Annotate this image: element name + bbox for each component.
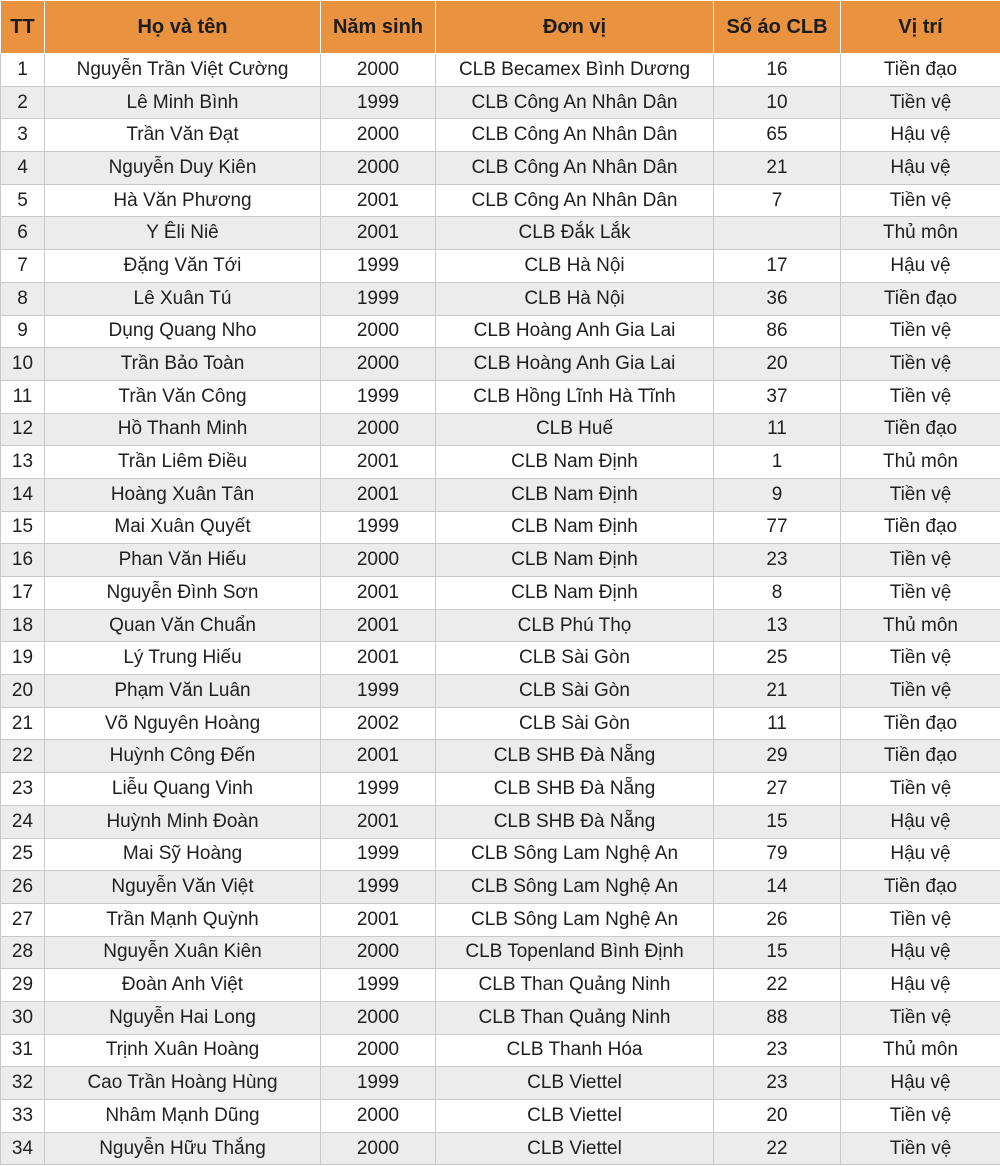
cell-position: Tiền vệ xyxy=(841,903,1000,936)
table-row xyxy=(1,1100,1000,1133)
cell-tt: 13 xyxy=(1,446,45,479)
cell-tt: 18 xyxy=(1,609,45,642)
cell-year: 1999 xyxy=(321,871,436,904)
cell-name: Liễu Quang Vinh xyxy=(45,773,321,806)
cell-name: Đoàn Anh Việt xyxy=(45,969,321,1002)
table-row xyxy=(1,152,1000,185)
cell-tt: 20 xyxy=(1,675,45,708)
cell-number: 11 xyxy=(714,707,841,740)
cell-tt: 25 xyxy=(1,838,45,871)
cell-year: 2000 xyxy=(321,54,436,87)
cell-club: CLB Phú Thọ xyxy=(436,609,714,642)
cell-tt: 1 xyxy=(1,54,45,87)
table-row xyxy=(1,315,1000,348)
cell-position: Thủ môn xyxy=(841,217,1000,250)
cell-name: Hà Văn Phương xyxy=(45,184,321,217)
table-row xyxy=(1,871,1000,904)
cell-tt: 6 xyxy=(1,217,45,250)
cell-position: Hậu vệ xyxy=(841,250,1000,283)
cell-name: Y Êli Niê xyxy=(45,217,321,250)
cell-position: Tiền vệ xyxy=(841,86,1000,119)
cell-tt: 19 xyxy=(1,642,45,675)
table-body xyxy=(1,54,1000,1165)
cell-tt: 7 xyxy=(1,250,45,283)
cell-year: 1999 xyxy=(321,86,436,119)
cell-name: Trịnh Xuân Hoàng xyxy=(45,1034,321,1067)
cell-number: 23 xyxy=(714,544,841,577)
table-row xyxy=(1,1001,1000,1034)
cell-position: Tiền vệ xyxy=(841,478,1000,511)
cell-position: Tiền vệ xyxy=(841,184,1000,217)
cell-number: 23 xyxy=(714,1067,841,1100)
cell-number: 21 xyxy=(714,152,841,185)
cell-number: 27 xyxy=(714,773,841,806)
cell-name: Lê Xuân Tú xyxy=(45,282,321,315)
cell-tt: 27 xyxy=(1,903,45,936)
cell-club: CLB Huế xyxy=(436,413,714,446)
cell-position: Thủ môn xyxy=(841,446,1000,479)
cell-number: 20 xyxy=(714,348,841,381)
cell-year: 2002 xyxy=(321,707,436,740)
cell-club: CLB Sông Lam Nghệ An xyxy=(436,838,714,871)
table-row xyxy=(1,609,1000,642)
cell-tt: 22 xyxy=(1,740,45,773)
table-row xyxy=(1,86,1000,119)
cell-name: Hoàng Xuân Tân xyxy=(45,478,321,511)
cell-year: 2000 xyxy=(321,152,436,185)
cell-year: 2001 xyxy=(321,903,436,936)
cell-position: Thủ môn xyxy=(841,1034,1000,1067)
cell-tt: 3 xyxy=(1,119,45,152)
table-row xyxy=(1,184,1000,217)
cell-position: Tiền vệ xyxy=(841,1132,1000,1165)
cell-year: 1999 xyxy=(321,511,436,544)
cell-year: 2001 xyxy=(321,805,436,838)
cell-club: CLB Sông Lam Nghệ An xyxy=(436,871,714,904)
cell-name: Nguyễn Hai Long xyxy=(45,1001,321,1034)
cell-club: CLB SHB Đà Nẵng xyxy=(436,740,714,773)
cell-name: Hồ Thanh Minh xyxy=(45,413,321,446)
cell-year: 2000 xyxy=(321,413,436,446)
table-row xyxy=(1,675,1000,708)
cell-club: CLB SHB Đà Nẵng xyxy=(436,805,714,838)
cell-number: 9 xyxy=(714,478,841,511)
cell-number: 65 xyxy=(714,119,841,152)
cell-year: 2001 xyxy=(321,478,436,511)
cell-tt: 33 xyxy=(1,1100,45,1133)
cell-tt: 30 xyxy=(1,1001,45,1034)
cell-name: Đặng Văn Tới xyxy=(45,250,321,283)
cell-position: Tiền đạo xyxy=(841,511,1000,544)
cell-position: Thủ môn xyxy=(841,609,1000,642)
cell-year: 2000 xyxy=(321,1001,436,1034)
cell-year: 2001 xyxy=(321,740,436,773)
cell-name: Lê Minh Bình xyxy=(45,86,321,119)
cell-position: Tiền vệ xyxy=(841,1100,1000,1133)
cell-year: 2000 xyxy=(321,119,436,152)
cell-position: Hậu vệ xyxy=(841,805,1000,838)
table-row xyxy=(1,217,1000,250)
table-row xyxy=(1,642,1000,675)
cell-position: Tiền vệ xyxy=(841,348,1000,381)
cell-club: CLB Thanh Hóa xyxy=(436,1034,714,1067)
cell-year: 1999 xyxy=(321,675,436,708)
cell-club: CLB Nam Định xyxy=(436,446,714,479)
cell-tt: 12 xyxy=(1,413,45,446)
header-row xyxy=(1,1,1000,54)
table-row xyxy=(1,1067,1000,1100)
cell-number: 11 xyxy=(714,413,841,446)
cell-year: 2001 xyxy=(321,642,436,675)
cell-club: CLB SHB Đà Nẵng xyxy=(436,773,714,806)
cell-tt: 24 xyxy=(1,805,45,838)
cell-club: CLB Công An Nhân Dân xyxy=(436,152,714,185)
cell-club: CLB Nam Định xyxy=(436,511,714,544)
cell-club: CLB Viettel xyxy=(436,1100,714,1133)
cell-number: 21 xyxy=(714,675,841,708)
cell-number: 29 xyxy=(714,740,841,773)
cell-tt: 9 xyxy=(1,315,45,348)
cell-number: 10 xyxy=(714,86,841,119)
cell-club: CLB Hà Nội xyxy=(436,250,714,283)
table-row xyxy=(1,250,1000,283)
cell-club: CLB Sông Lam Nghệ An xyxy=(436,903,714,936)
cell-number xyxy=(714,217,841,250)
table-row xyxy=(1,348,1000,381)
cell-number: 15 xyxy=(714,936,841,969)
cell-position: Tiền vệ xyxy=(841,773,1000,806)
table-row xyxy=(1,838,1000,871)
cell-number: 26 xyxy=(714,903,841,936)
cell-name: Trần Bảo Toàn xyxy=(45,348,321,381)
cell-club: CLB Viettel xyxy=(436,1132,714,1165)
cell-number: 22 xyxy=(714,969,841,1002)
cell-club: CLB Công An Nhân Dân xyxy=(436,86,714,119)
cell-year: 2001 xyxy=(321,184,436,217)
cell-tt: 32 xyxy=(1,1067,45,1100)
cell-tt: 17 xyxy=(1,577,45,610)
cell-number: 20 xyxy=(714,1100,841,1133)
table-row xyxy=(1,478,1000,511)
table-row xyxy=(1,903,1000,936)
header-tt: TT xyxy=(1,1,45,54)
cell-club: CLB Becamex Bình Dương xyxy=(436,54,714,87)
cell-year: 1999 xyxy=(321,773,436,806)
cell-number: 36 xyxy=(714,282,841,315)
cell-name: Huỳnh Minh Đoàn xyxy=(45,805,321,838)
cell-position: Tiền vệ xyxy=(841,1001,1000,1034)
cell-number: 7 xyxy=(714,184,841,217)
cell-number: 88 xyxy=(714,1001,841,1034)
cell-tt: 2 xyxy=(1,86,45,119)
cell-name: Mai Xuân Quyết xyxy=(45,511,321,544)
cell-club: CLB Than Quảng Ninh xyxy=(436,969,714,1002)
cell-name: Trần Văn Đạt xyxy=(45,119,321,152)
cell-name: Cao Trần Hoàng Hùng xyxy=(45,1067,321,1100)
cell-position: Hậu vệ xyxy=(841,936,1000,969)
table-row xyxy=(1,773,1000,806)
cell-club: CLB Nam Định xyxy=(436,544,714,577)
cell-year: 2000 xyxy=(321,936,436,969)
table-header xyxy=(1,1,1000,54)
cell-number: 37 xyxy=(714,380,841,413)
cell-year: 2001 xyxy=(321,609,436,642)
cell-club: CLB Viettel xyxy=(436,1067,714,1100)
cell-year: 2000 xyxy=(321,544,436,577)
header-number: Số áo CLB xyxy=(714,1,841,54)
cell-tt: 23 xyxy=(1,773,45,806)
table-row xyxy=(1,544,1000,577)
cell-number: 8 xyxy=(714,577,841,610)
cell-number: 13 xyxy=(714,609,841,642)
cell-position: Tiền đạo xyxy=(841,54,1000,87)
cell-name: Mai Sỹ Hoàng xyxy=(45,838,321,871)
cell-name: Trần Liêm Điều xyxy=(45,446,321,479)
cell-club: CLB Nam Định xyxy=(436,577,714,610)
cell-name: Nhâm Mạnh Dũng xyxy=(45,1100,321,1133)
cell-name: Võ Nguyên Hoàng xyxy=(45,707,321,740)
cell-tt: 5 xyxy=(1,184,45,217)
cell-name: Lý Trung Hiếu xyxy=(45,642,321,675)
cell-name: Nguyễn Trần Việt Cường xyxy=(45,54,321,87)
cell-number: 86 xyxy=(714,315,841,348)
cell-name: Phạm Văn Luân xyxy=(45,675,321,708)
cell-position: Hậu vệ xyxy=(841,152,1000,185)
cell-year: 2000 xyxy=(321,348,436,381)
cell-position: Tiền vệ xyxy=(841,577,1000,610)
cell-name: Nguyễn Đình Sơn xyxy=(45,577,321,610)
cell-number: 22 xyxy=(714,1132,841,1165)
cell-position: Tiền đạo xyxy=(841,871,1000,904)
cell-name: Nguyễn Văn Việt xyxy=(45,871,321,904)
cell-number: 79 xyxy=(714,838,841,871)
cell-club: CLB Sài Gòn xyxy=(436,642,714,675)
table-row xyxy=(1,969,1000,1002)
cell-club: CLB Nam Định xyxy=(436,478,714,511)
cell-tt: 8 xyxy=(1,282,45,315)
cell-tt: 11 xyxy=(1,380,45,413)
cell-position: Tiền vệ xyxy=(841,315,1000,348)
cell-year: 1999 xyxy=(321,282,436,315)
cell-tt: 26 xyxy=(1,871,45,904)
cell-position: Hậu vệ xyxy=(841,119,1000,152)
table-row xyxy=(1,380,1000,413)
cell-club: CLB Sài Gòn xyxy=(436,707,714,740)
cell-year: 1999 xyxy=(321,380,436,413)
cell-year: 1999 xyxy=(321,969,436,1002)
cell-name: Trần Văn Công xyxy=(45,380,321,413)
cell-name: Nguyễn Hữu Thắng xyxy=(45,1132,321,1165)
cell-year: 1999 xyxy=(321,250,436,283)
cell-tt: 29 xyxy=(1,969,45,1002)
cell-tt: 14 xyxy=(1,478,45,511)
table-row xyxy=(1,740,1000,773)
cell-position: Tiền vệ xyxy=(841,675,1000,708)
cell-position: Tiền đạo xyxy=(841,282,1000,315)
cell-position: Hậu vệ xyxy=(841,1067,1000,1100)
cell-tt: 28 xyxy=(1,936,45,969)
cell-number: 17 xyxy=(714,250,841,283)
cell-club: CLB Hà Nội xyxy=(436,282,714,315)
cell-club: CLB Công An Nhân Dân xyxy=(436,119,714,152)
cell-year: 1999 xyxy=(321,838,436,871)
cell-number: 16 xyxy=(714,54,841,87)
cell-year: 2000 xyxy=(321,1100,436,1133)
cell-position: Hậu vệ xyxy=(841,969,1000,1002)
cell-tt: 16 xyxy=(1,544,45,577)
cell-position: Tiền đạo xyxy=(841,740,1000,773)
cell-name: Nguyễn Duy Kiên xyxy=(45,152,321,185)
cell-club: CLB Than Quảng Ninh xyxy=(436,1001,714,1034)
table-row xyxy=(1,446,1000,479)
cell-year: 2001 xyxy=(321,577,436,610)
header-name: Họ và tên xyxy=(45,1,321,54)
table-row xyxy=(1,54,1000,87)
cell-year: 2001 xyxy=(321,217,436,250)
cell-name: Nguyễn Xuân Kiên xyxy=(45,936,321,969)
cell-club: CLB Đắk Lắk xyxy=(436,217,714,250)
cell-number: 25 xyxy=(714,642,841,675)
cell-club: CLB Công An Nhân Dân xyxy=(436,184,714,217)
cell-year: 2000 xyxy=(321,1034,436,1067)
table-row xyxy=(1,511,1000,544)
cell-name: Phan Văn Hiếu xyxy=(45,544,321,577)
cell-club: CLB Topenland Bình Định xyxy=(436,936,714,969)
header-club: Đơn vị xyxy=(436,1,714,54)
cell-club: CLB Hoàng Anh Gia Lai xyxy=(436,315,714,348)
cell-position: Tiền đạo xyxy=(841,413,1000,446)
cell-number: 15 xyxy=(714,805,841,838)
cell-number: 14 xyxy=(714,871,841,904)
cell-number: 23 xyxy=(714,1034,841,1067)
cell-club: CLB Hồng Lĩnh Hà Tĩnh xyxy=(436,380,714,413)
cell-position: Tiền vệ xyxy=(841,544,1000,577)
header-year: Năm sinh xyxy=(321,1,436,54)
table-row xyxy=(1,936,1000,969)
cell-number: 1 xyxy=(714,446,841,479)
cell-tt: 31 xyxy=(1,1034,45,1067)
table-row xyxy=(1,805,1000,838)
cell-year: 1999 xyxy=(321,1067,436,1100)
table-row xyxy=(1,119,1000,152)
cell-number: 77 xyxy=(714,511,841,544)
cell-name: Huỳnh Công Đến xyxy=(45,740,321,773)
cell-tt: 34 xyxy=(1,1132,45,1165)
cell-year: 2000 xyxy=(321,315,436,348)
cell-position: Tiền vệ xyxy=(841,380,1000,413)
table-row xyxy=(1,577,1000,610)
table-row xyxy=(1,1034,1000,1067)
cell-tt: 15 xyxy=(1,511,45,544)
table-row xyxy=(1,282,1000,315)
table-row xyxy=(1,413,1000,446)
cell-tt: 4 xyxy=(1,152,45,185)
table-row xyxy=(1,1132,1000,1165)
cell-year: 2001 xyxy=(321,446,436,479)
cell-tt: 10 xyxy=(1,348,45,381)
cell-name: Quan Văn Chuẩn xyxy=(45,609,321,642)
cell-club: CLB Hoàng Anh Gia Lai xyxy=(436,348,714,381)
cell-tt: 21 xyxy=(1,707,45,740)
header-position: Vị trí xyxy=(841,1,1000,54)
cell-year: 2000 xyxy=(321,1132,436,1165)
cell-position: Tiền đạo xyxy=(841,707,1000,740)
cell-club: CLB Sài Gòn xyxy=(436,675,714,708)
table-row xyxy=(1,707,1000,740)
cell-position: Tiền vệ xyxy=(841,642,1000,675)
cell-name: Trần Mạnh Quỳnh xyxy=(45,903,321,936)
cell-name: Dụng Quang Nho xyxy=(45,315,321,348)
cell-position: Hậu vệ xyxy=(841,838,1000,871)
